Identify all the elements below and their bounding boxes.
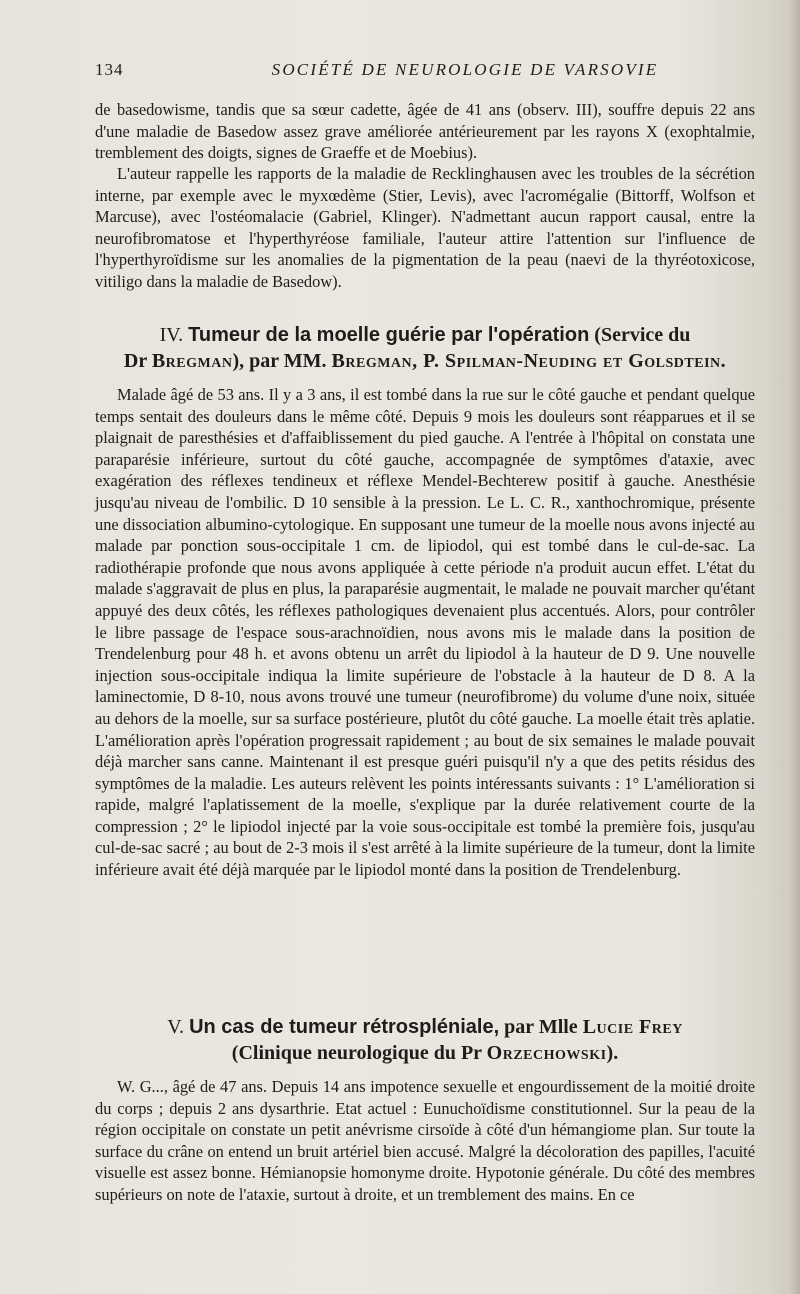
section-4-service: (Service du [594,324,691,346]
section-5-number: V. [167,1016,185,1038]
section-4-authors: Bregman, P. Spilman-Neuding et Golsdtein. [331,350,727,372]
running-title: SOCIÉTÉ DE NEUROLOGIE DE VARSOVIE [271,60,659,79]
section-4-by: ), par MM. [232,350,327,372]
paragraph-author-remarks: L'auteur rappelle les rapports de la maladie de Recklinghausen avec les troubles de la sécrétion interne, par exemple avec le myxœdème (Stier, Levis), avec l'acromégalie (Bittorff, Wolfson et Marcuse), avec l'ostéomalacie (Gabriel, Klinger). N'admettant aucun rapport causal, entre la neurofibromatose et l'hyperthyréose familiale, l'auteur attire l'attention sur l'influence de l'hyperthyroïdisme sur les anomalies de la pigmentation de la peau (naevi de la thyréotoxicose, vitiligo dans la maladie de Basedow). [95,164,755,291]
section-5-pr: Pr [460,1042,482,1064]
section-5-mlle: Mlle [538,1016,578,1038]
section-5-clinic: (Clinique neurologique du [231,1042,456,1064]
section-5-pr-name: Orzechowski [486,1042,607,1064]
section-5-author: Lucie Frey [582,1016,683,1038]
section-5-title: Un cas de tumeur rétrospléniale, [189,1016,500,1038]
section-5-by: par [504,1016,534,1038]
section-4-title: Tumeur de la moelle guérie par l'opération [188,324,590,346]
page-edge-shadow [786,0,800,1294]
section-4-dr-name: Bregman [151,350,233,372]
page-number: 134 [95,60,124,79]
section-4-number: IV. [159,324,184,346]
page-header [95,60,755,88]
section-5-close: ). [606,1042,619,1064]
section-4-dr: Dr [123,350,147,372]
paragraph-continuation: de basedowisme, tandis que sa sœur cadette, âgée de 41 ans (observ. III), souffre depuis 22 ans d'une maladie de Basedow assez grave améliorée antérieurement par les rayons X (exophtalmie, tremblement des doigts, signes de Graeffe et de Moebius). [95,100,755,163]
section-4-heading [95,322,755,374]
paragraph-case-report-1: Malade âgé de 53 ans. Il y a 3 ans, il est tombé dans la rue sur le côté gauche et pendant quelque temps sentait des douleurs dans le même côté. Depuis 9 mois les douleurs sont réapparues et il se plaignait de paresthésies et d'affaiblissement du pied gauche. A l'entrée à l'hôpital on constata une paraparésie inférieure, surtout du côté gauche, accompagnée de symptômes d'ataxie, avec exagération des réflexes tendineux et réflexe Mendel-Bechterew positif à gauche. Anesthésie jusqu'au niveau de l'ombilic. D 10 sensible à la pression. Le L. C. R., xanthochromique, présente une dissociation albumino-cytologique. En supposant une tumeur de la moelle nous avons injecté au malade par ponction sous-occipitale 1 cm. de lipiodol, qui est tombé dans le cul-de-sac. La radiothérapie profonde que nous avons appliquée à cette période n'a produit aucun effet. L'état du malade s'aggravait de plus en plus, la paraparésie augmentait, le malade ne pouvait marcher qu'étant appuyé des deux côtés, les réflexes pathologiques devenaient plus accentués. Alors, pour contrôler le libre passage de l'espace sous-arachnoïdien, nous avons mis le malade dans la position de Trendelenburg pour 48 h. et avons obtenu un arrêt du lipiodol à la hauteur de D 9. Une nouvelle injection sous-occipitale indiqua la limite supérieure de l'obstacle à la hauteur de D 8. A la laminectomie, D 8-10, nous avons trouvé une tumeur (neurofibrome) du volume d'une noix, située au dehors de la moelle, sur sa surface postérieure, plutôt du côté gauche. La moelle était très aplatie. L'amélioration après l'opération progressait rapidement ; au bout de six semaines le malade pouvait déjà marcher sans canne. Maintenant il est presque guéri puisqu'il n'y a que des petits résidus des symptômes de la maladie. Les auteurs relèvent les points intéressants suivants : 1° L'amélioration si rapide, malgré l'aplatissement de la moelle, s'explique par la durée relativement courte de la compression ; 2° le lipiodol injecté par la voie sous-occipitale est tombé la première fois, jusqu'au cul-de-sac sacré ; au bout de 2-3 mois il s'est arrêté à la limite supérieure de la tumeur, dont la limite inférieure avait été déjà marquée par le lipiodol monté dans la position de Trendelenburg. [95,385,755,880]
section-5-heading [95,1014,755,1066]
paragraph-case-report-2: W. G..., âgé de 47 ans. Depuis 14 ans impotence sexuelle et engourdissement de la moitié droite du corps ; depuis 2 ans dysarthrie. Etat actuel : Eunuchoïdisme constitutionnel. Sur la peau de la région occipitale on constate un petit anévrisme cirsoïde à côté d'un hémangiome plan. Sur toute la surface du crâne on entend un bruit artériel bien accusé. Malgré la décoloration des papilles, l'acuité visuelle est assez bonne. Hémianopsie homonyme droite. Hypotonie générale. Du côté des membres supérieurs on note de l'ataxie, surtout à droite, et un tremblement des mains. En ce [95,1077,755,1204]
